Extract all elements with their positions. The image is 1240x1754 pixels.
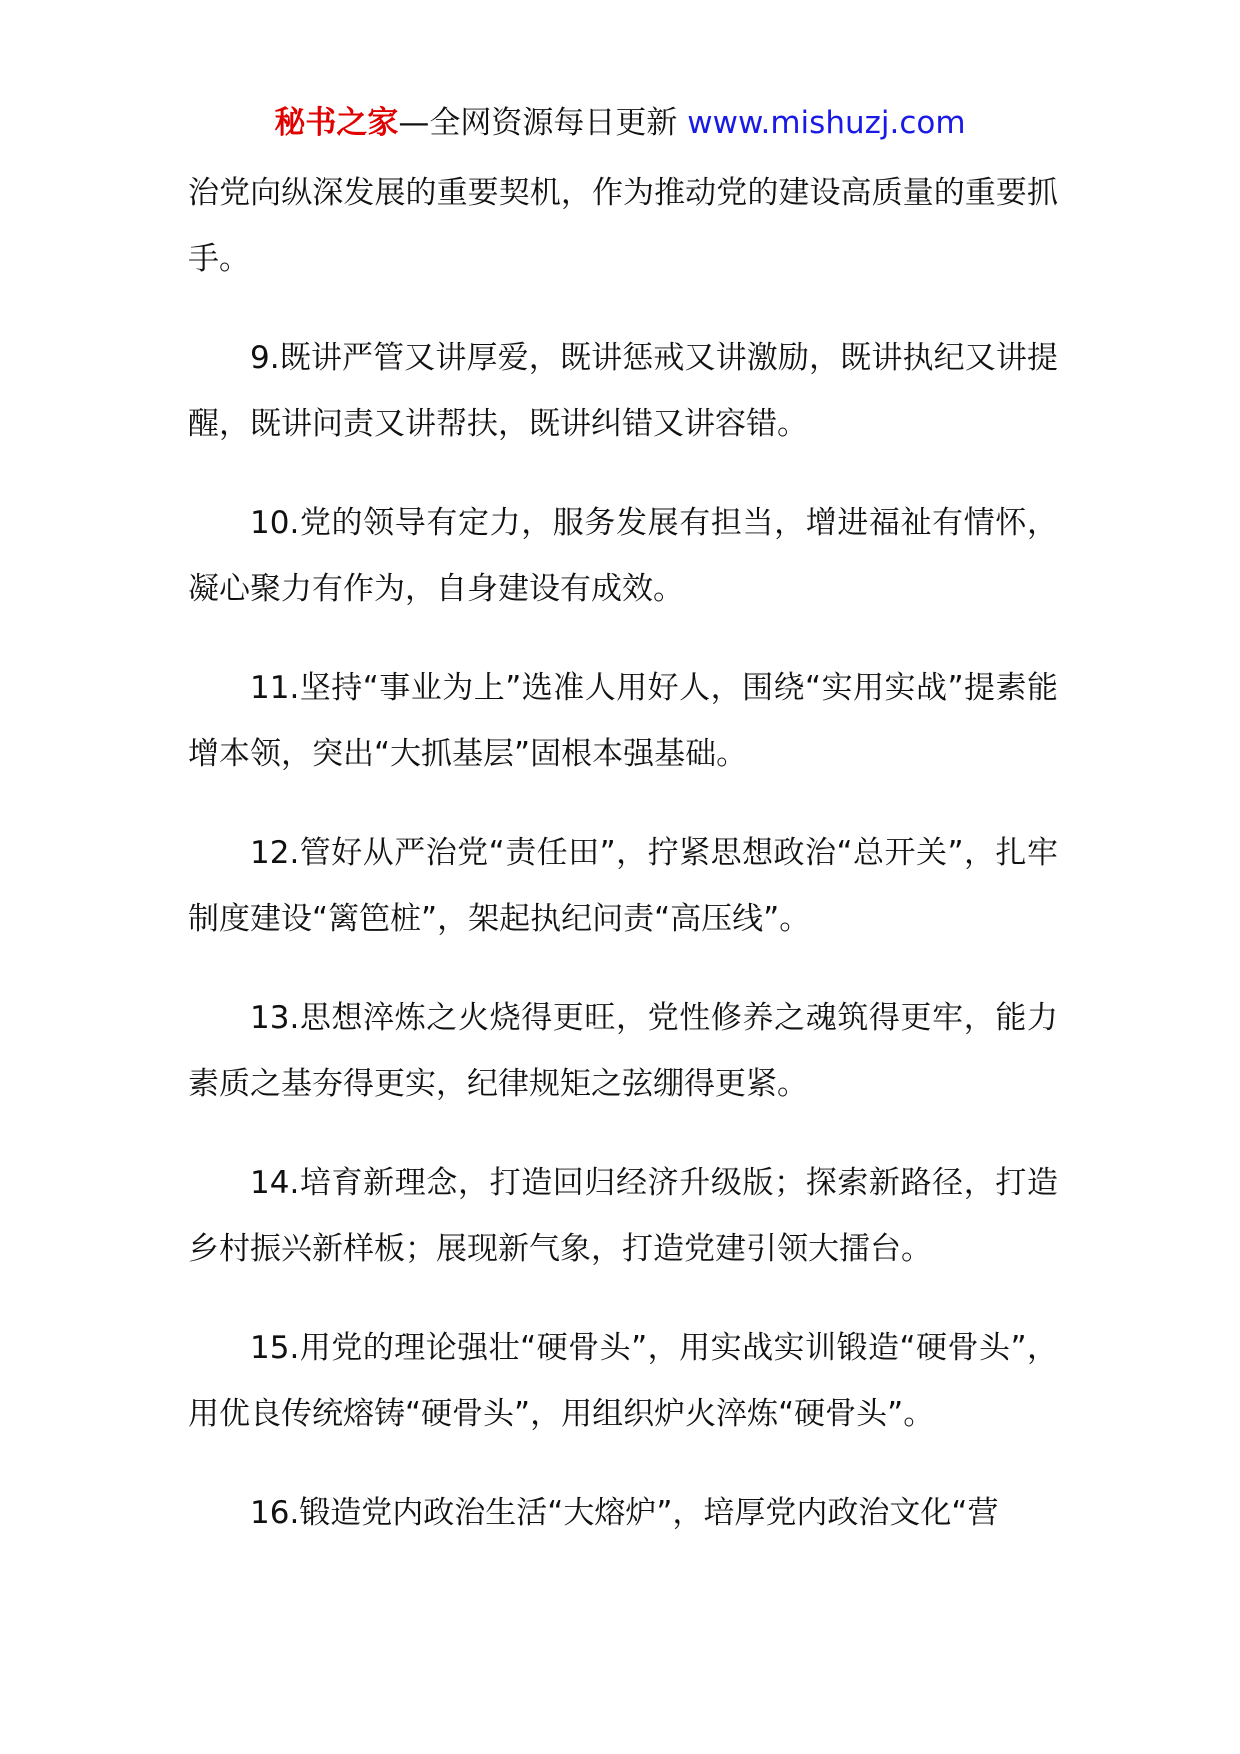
header-tagline: —全网资源每日更新	[398, 105, 688, 141]
paragraph-10: 10.党的领导有定力，服务发展有担当，增进福祉有情怀，凝心聚力有作为，自身建设有成效。	[188, 505, 1058, 607]
header-url-link[interactable]: www.mishuzj.com	[687, 105, 966, 141]
document-body	[188, 160, 1058, 1579]
paragraph-16: 16.锻造党内政治生活“大熔炉”，培厚党内政治文化“营	[250, 1495, 999, 1531]
paragraph-11: 11.坚持“事业为上”选准人用好人，围绕“实用实战”提素能增本领，突出“大抓基层”固根本强基础。	[188, 670, 1058, 772]
paragraph-9: 9.既讲严管又讲厚爱，既讲惩戒又讲激励，既讲执纪又讲提醒，既讲问责又讲帮扶，既讲纠错又讲容错。	[188, 340, 1058, 442]
paragraph-14: 14.培育新理念，打造回归经济升级版；探索新路径，打造乡村振兴新样板；展现新气象，打造党建引领大擂台。	[188, 1165, 1058, 1267]
paragraph-13: 13.思想淬炼之火烧得更旺，党性修养之魂筑得更牢，能力素质之基夯得更实，纪律规矩之弦绷得更紧。	[188, 1000, 1058, 1102]
paragraph-continued: 治党向纵深发展的重要契机，作为推动党的建设高质量的重要抓手。	[188, 175, 1058, 277]
paragraph-12: 12.管好从严治党“责任田”，拧紧思想政治“总开关”，扎牢制度建设“篱笆桩”，架起执纪问责“高压线”。	[188, 835, 1058, 937]
paragraph-15: 15.用党的理论强壮“硬骨头”，用实战实训锻造“硬骨头”，用优良传统熔铸“硬骨头”，用组织炉火淬炼“硬骨头”。	[188, 1330, 1058, 1432]
header-brand: 秘书之家	[274, 105, 399, 141]
page-header	[0, 100, 1240, 146]
